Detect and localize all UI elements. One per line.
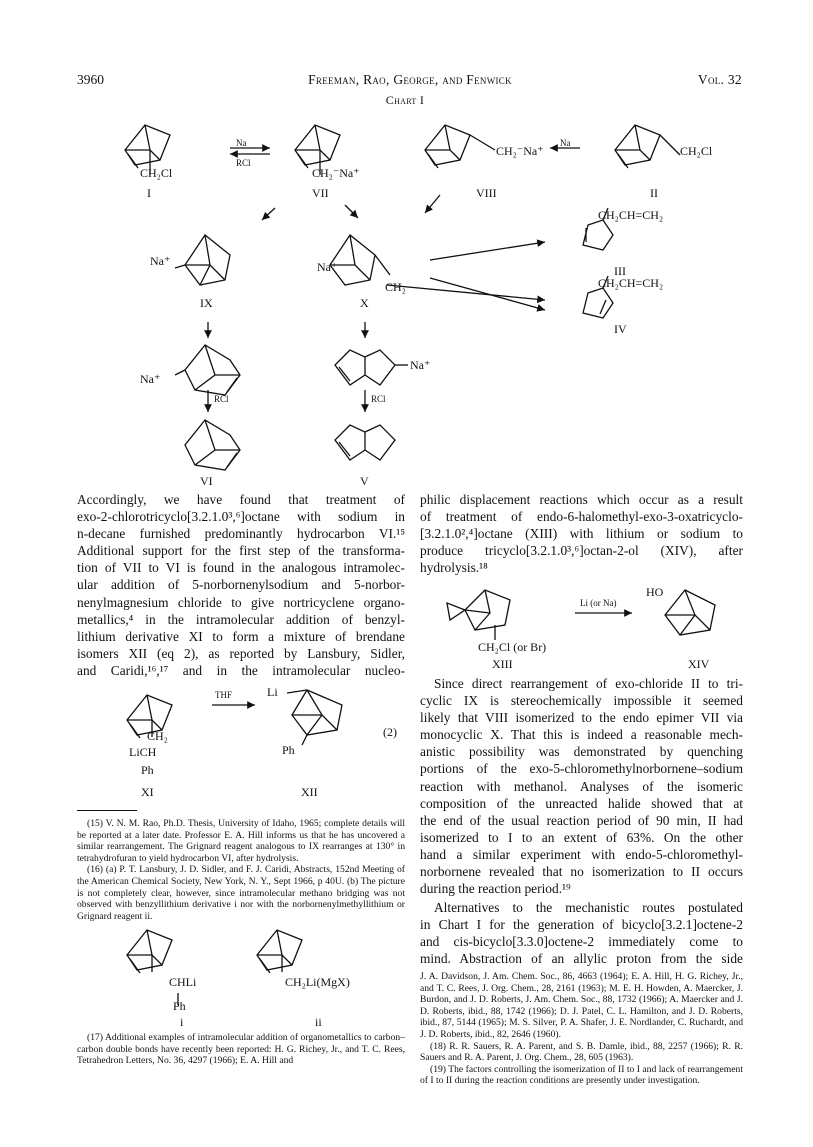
text-line: likely that VIII isomerized to the endo epimer VII via <box>420 710 743 726</box>
text-line: hydrolysis.¹⁸ <box>420 560 488 576</box>
structure-vi <box>185 420 240 470</box>
footnotes-right <box>420 971 743 1087</box>
label-VII: VII <box>312 186 329 200</box>
text-line: monocyclic X. That this is indeed a reasonable mech- <box>420 727 743 743</box>
text-line: and Caridi,¹⁶,¹⁷ and in the intramolecular nucleo- <box>77 662 405 678</box>
text-line: tion of VII to VI is found in the analogous intramolec- <box>77 560 405 576</box>
structures-i-ii-drawing <box>77 915 407 1030</box>
text-line: in Chart I for the generation of bicyclo[3.2.1]octene-2 <box>420 917 743 933</box>
structure-diquinane-na <box>335 350 408 385</box>
sub-allyl-iv: CH₂CH=CH₂ <box>598 276 664 290</box>
scheme-ch2cl: CH₂Cl (or Br) <box>478 640 547 654</box>
structure-ii <box>615 125 680 168</box>
chart-title: Chart I <box>385 93 425 107</box>
text-line: anistic possibility was demonstrated by quenching <box>420 744 743 760</box>
text-line: isomerized to I to an extent of 63%. On the other <box>420 829 743 845</box>
arrow-label-rcl-3: RCl <box>371 394 386 404</box>
sub-ch2na-vii: CH₂⁻Na⁺ <box>312 166 360 180</box>
text-line: metallics,⁴ in the intramolecular addition of benzyl- <box>77 611 405 627</box>
text-line: portions of the exo-5-chloromethylnorbornene–sodium <box>420 761 743 777</box>
text-line: exo-2-chlorotricyclo[3.2.1.0³,⁶]octane with sodium in <box>77 509 405 525</box>
label-IV: IV <box>614 322 627 336</box>
sub-ch2cl-ii: CH₂Cl <box>680 144 713 158</box>
right-paragraph-2 <box>420 675 743 897</box>
page-number: 3960 <box>77 72 104 87</box>
footnote-19: (19) The factors controlling the isomerization of II to I and lack of rearrangement of I to II during the reaction conditions are presently under investigation. <box>420 1063 743 1087</box>
struct-i-chli: CHLi <box>169 975 197 989</box>
structure-viii <box>425 125 495 168</box>
structure-ix <box>175 235 230 285</box>
label-i: i <box>180 1015 184 1029</box>
text-line: Accordingly, we have found that treatment of <box>77 492 405 507</box>
footnote-18: (18) R. R. Sauers, R. A. Parent, and S. B. Damle, ibid., 88, 2257 (1966); R. R. Sauers and R. A. Parent, J. Org. Chem., 28, 605 (1963). <box>420 1040 743 1064</box>
label-I: I <box>147 186 151 200</box>
text-line: cyclic IX is stereochemically impossible it seemed <box>420 693 743 709</box>
structure-x <box>330 235 390 285</box>
label-VIII: VIII <box>476 186 497 200</box>
text-line: philic displacement reactions which occur as a result <box>420 492 743 507</box>
equation-2-drawing <box>77 685 407 803</box>
label-XIII: XIII <box>492 657 513 671</box>
label-XIV: XIV <box>688 657 710 671</box>
text-line: isomers XII (eq 2), as reported by Lansbury, Sidler, <box>77 645 405 661</box>
sub-ch2na-viii: CH₂⁻Na⁺ <box>496 144 544 158</box>
text-line: the end of the usual reaction period of 90 min, II had <box>420 812 743 828</box>
text-line: produce tricyclo[3.2.1.0³,⁶]octan-2-ol (XIV), after <box>420 543 743 559</box>
label-II: II <box>650 186 658 200</box>
eq2-arrow-label: THF <box>215 690 233 700</box>
eq2-number: (2) <box>383 725 397 739</box>
footnote-15: (15) V. N. M. Rao, Ph.D. Thesis, University of Idaho, 1965; complete details will be reported at a later date. Professor E. A. Hill informs us that he has uncovered a similar rearrangement. The Grignard reagent analogous to IX rearranges at 130° in tetrahydrofuran to yield hydrocarbon VI, after hydrolysis. <box>77 818 405 864</box>
label-VI: VI <box>200 474 213 488</box>
running-authors: Freeman, Rao, George, and Fenwick <box>308 72 512 87</box>
text-line: Since direct rearrangement of exo-chloride II to tri- <box>434 676 743 691</box>
label-X: X <box>360 296 369 310</box>
text-line: hand a similar experiment with endo-5-chloromethyl- <box>420 846 743 862</box>
sub-allyl-iii: CH₂CH=CH₂ <box>598 208 664 222</box>
footnote-16: (16) (a) P. T. Lansbury, J. D. Sidler, and F. J. Caridi, Abstracts, 152nd Meeting of the American Chemical Society, New York, N. Y., Sept 1966, p 40U. (b) The picture is not completely clear, however, since intramolecular methano bridging was not observed with benzyllithium derivative i nor with the norbornenylmethyllithium or Grignard reagent ii. <box>77 864 405 922</box>
label-ii: ii <box>315 1015 322 1029</box>
text-line: and cis-bicyclo[3.3.0]octene-2 immediately come to <box>420 934 743 950</box>
na-plus-diquinane: Na⁺ <box>410 358 431 372</box>
text-line: Alternatives to the mechanistic routes postulated <box>434 900 743 915</box>
sub-ch2cl-i: CH₂Cl <box>140 166 173 180</box>
footnote-17-cont: J. A. Davidson, J. Am. Chem. Soc., 86, 4663 (1964); E. A. Hill, H. G. Richey, Jr., and T. C. Rees, J. Org. Chem., 28, 2161 (1963); M. E. H. Howden, A. Maercker, J. Burdon, and J. D. Roberts, J. Am. Chem. Soc., 88, 1732 (1966); A. Maercker and J. D. Roberts, ibid., 88, 1742 (1966); D. J. Patel, C. L. Hamilton, and J. D. Roberts, ibid., 87, 5144 (1965); M. S. Silver, P. A. Shafer, J. E. Nordlander, C. Ruchardt, and J. D. Roberts, ibid., 82, 2646 (1960). <box>420 971 743 1040</box>
footnote-rule <box>77 810 137 811</box>
text-line: lithium derivative XI to form a mixture of brendane <box>77 628 405 644</box>
left-paragraph-1 <box>77 491 405 679</box>
na-plus-ix: Na⁺ <box>150 254 171 268</box>
arrow-label-rcl: RCl <box>236 158 251 168</box>
arrow-label-na-2: Na <box>560 138 571 148</box>
scheme-ho: HO <box>646 585 664 599</box>
eq2-li: Li <box>267 685 278 699</box>
label-XI: XI <box>141 785 154 799</box>
footnote-17 <box>77 1032 405 1067</box>
text-line: ular addition of 5-norbornenylsodium and 5-norbor- <box>77 577 405 593</box>
struct-ii-ch2li: CH₂Li(MgX) <box>285 975 350 989</box>
label-XII: XII <box>301 785 318 799</box>
footnote-17-text: (17) Additional examples of intramolecular addition of organometallics to carbon–carbon double bonds have recently been reported: H. G. Richey, Jr., and T. C. Rees, Tetrahedron Letters, No. 36, 4297 (1966); E. A. Hill and <box>77 1032 405 1067</box>
sub-ch2-x: CH₂ <box>385 280 406 294</box>
arrow-label-na: Na <box>236 138 247 148</box>
text-line: during the reaction period.¹⁹ <box>420 881 571 897</box>
eq2-ph-left: Ph <box>141 763 154 777</box>
structure-v <box>335 425 395 460</box>
text-line: composition of the unreacted halide showed that at <box>420 795 743 811</box>
text-line: of treatment of endo-6-halomethyl-exo-3-oxatricyclo- <box>420 509 743 525</box>
arrow-label-rcl-2: RCl <box>214 394 229 404</box>
struct-i-ph: Ph <box>173 999 186 1013</box>
footnotes-left <box>77 818 405 922</box>
text-line: nenylmagnesium chloride to give nortricyclene organo- <box>77 594 405 610</box>
na-plus-bicyclo: Na⁺ <box>140 372 161 386</box>
text-line: Additional support for the first step of the transforma- <box>77 543 405 559</box>
scheme-xiii-xiv <box>420 585 743 670</box>
equation-2 <box>77 685 407 803</box>
volume: Vol. 32 <box>697 72 742 87</box>
eq2-ph-right: Ph <box>282 743 295 757</box>
text-line: reaction with methanol. Analyses of the isomeric <box>420 778 743 794</box>
text-line: n-decane furnished predominantly hydrocarbon VI.¹⁵ <box>77 526 405 542</box>
text-line: norbornene revealed that no isomerization to II occurs <box>420 864 743 880</box>
structures-i-ii <box>77 915 407 1030</box>
scheme-arrow-label: Li (or Na) <box>580 598 617 608</box>
eq2-lich: LiCH <box>129 745 157 759</box>
label-V: V <box>360 474 369 488</box>
eq2-ch2: CH₂ <box>147 729 168 743</box>
right-paragraph-1 <box>420 491 743 576</box>
structure-bicyclo-na <box>175 345 240 395</box>
right-paragraph-3 <box>420 899 743 967</box>
chart-i <box>0 100 813 488</box>
label-III: III <box>614 264 626 278</box>
label-IX: IX <box>200 296 213 310</box>
text-line: mind. Abstraction of an allylic proton from the side <box>420 951 743 967</box>
na-plus-x: Na⁺ <box>317 260 338 274</box>
text-line: [3.2.1.0²,⁴]octane (XIII) with lithium or sodium to <box>420 526 743 542</box>
